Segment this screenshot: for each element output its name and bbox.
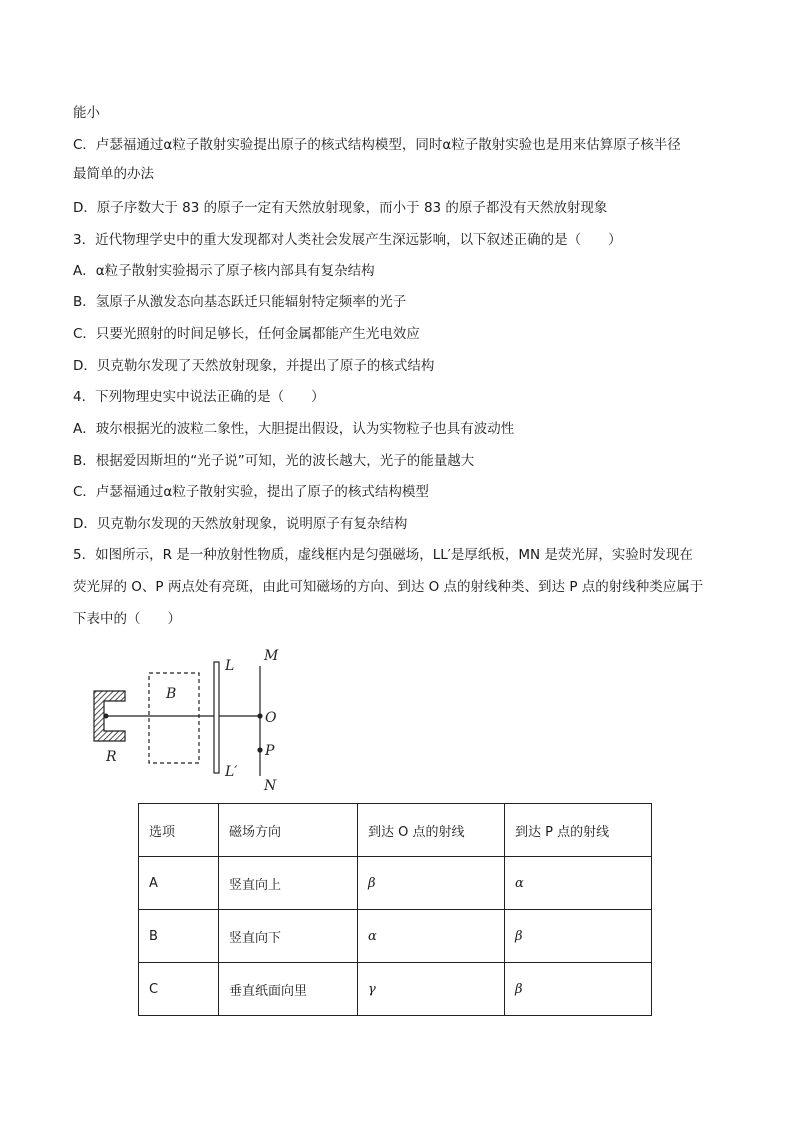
table-row: [139, 910, 652, 963]
table-cell: β: [505, 910, 652, 963]
option-a-q4: A．玻尔根据光的波粒二象性，大胆提出假设，认为实物粒子也具有波动性: [73, 421, 515, 437]
table-cell: γ: [358, 963, 505, 1016]
question-5: 5．如图所示，R 是一种放射性物质，虚线框内是匀强磁场，LL′是厚纸板，MN 是荧光屏，实验时发现在: [73, 547, 693, 563]
magnetic-field-diagram: [92, 644, 292, 794]
label-m: M: [264, 648, 279, 664]
label-l: L: [225, 658, 235, 674]
table-row: [139, 857, 652, 910]
label-o: O: [265, 710, 277, 726]
table-cell: B: [139, 910, 219, 963]
table-header-row: [139, 804, 652, 857]
text-line: 能小: [73, 105, 100, 121]
label-r: R: [106, 749, 117, 765]
option-b-q3: B．氢原子从激发态向基态跃迁只能辐射特定频率的光子: [73, 294, 407, 310]
option-c-q4: C．卢瑟福通过α粒子散射实验，提出了原子的核式结构模型: [73, 484, 429, 500]
question-5-cont: 下表中的（ ）: [73, 611, 181, 627]
table-row: [139, 963, 652, 1016]
header-cell: 到达 P 点的射线: [505, 804, 652, 857]
point-o: [257, 713, 262, 718]
table-cell: C: [139, 963, 219, 1016]
question-4: 4．下列物理史实中说法正确的是（ ）: [73, 389, 325, 405]
table-cell: 竖直向上: [219, 857, 358, 910]
label-b: B: [166, 686, 177, 702]
label-p: P: [265, 743, 275, 759]
table-cell: 竖直向下: [219, 910, 358, 963]
paper-board: [214, 662, 219, 773]
table-cell: 垂直纸面向里: [219, 963, 358, 1016]
table-cell: β: [358, 857, 505, 910]
question-3: 3．近代物理学史中的重大发现都对人类社会发展产生深远影响，以下叙述正确的是（ ）: [73, 232, 622, 248]
option-b-q4: B．根据爱因斯坦的“光子说”可知，光的波长越大，光子的能量越大: [73, 453, 475, 469]
point-p: [257, 747, 262, 752]
option-d-q4: D．贝克勒尔发现的天然放射现象，说明原子有复杂结构: [73, 516, 408, 532]
label-l-prime: L′: [225, 764, 238, 780]
table-cell: α: [358, 910, 505, 963]
table-cell: β: [505, 963, 652, 1016]
option-c-q3: C．只要光照射的时间足够长，任何金属都能产生光电效应: [73, 326, 420, 342]
option-d-q2: D．原子序数大于 83 的原子一定有天然放射现象，而小于 83 的原子都没有天然放射现象: [73, 200, 608, 216]
header-cell: 选项: [139, 804, 219, 857]
label-n: N: [264, 778, 277, 794]
answer-options-table: [138, 803, 652, 1016]
table-cell: A: [139, 857, 219, 910]
option-a-q3: A．α粒子散射实验揭示了原子核内部具有复杂结构: [73, 263, 375, 279]
table-cell: α: [505, 857, 652, 910]
header-cell: 磁场方向: [219, 804, 358, 857]
text-line: 最简单的办法: [73, 166, 154, 182]
option-c-q2: C．卢瑟福通过α粒子散射实验提出原子的核式结构模型，同时α粒子散射实验也是用来估算原子核半径: [73, 137, 681, 153]
header-cell: 到达 O 点的射线: [358, 804, 505, 857]
question-5-cont: 荧光屏的 O、P 两点处有亮斑，由此可知磁场的方向、到达 O 点的射线种类、到达 P 点的射线种类应属于: [73, 579, 704, 595]
option-d-q3: D．贝克勒尔发现了天然放射现象，并提出了原子的核式结构: [73, 358, 435, 374]
